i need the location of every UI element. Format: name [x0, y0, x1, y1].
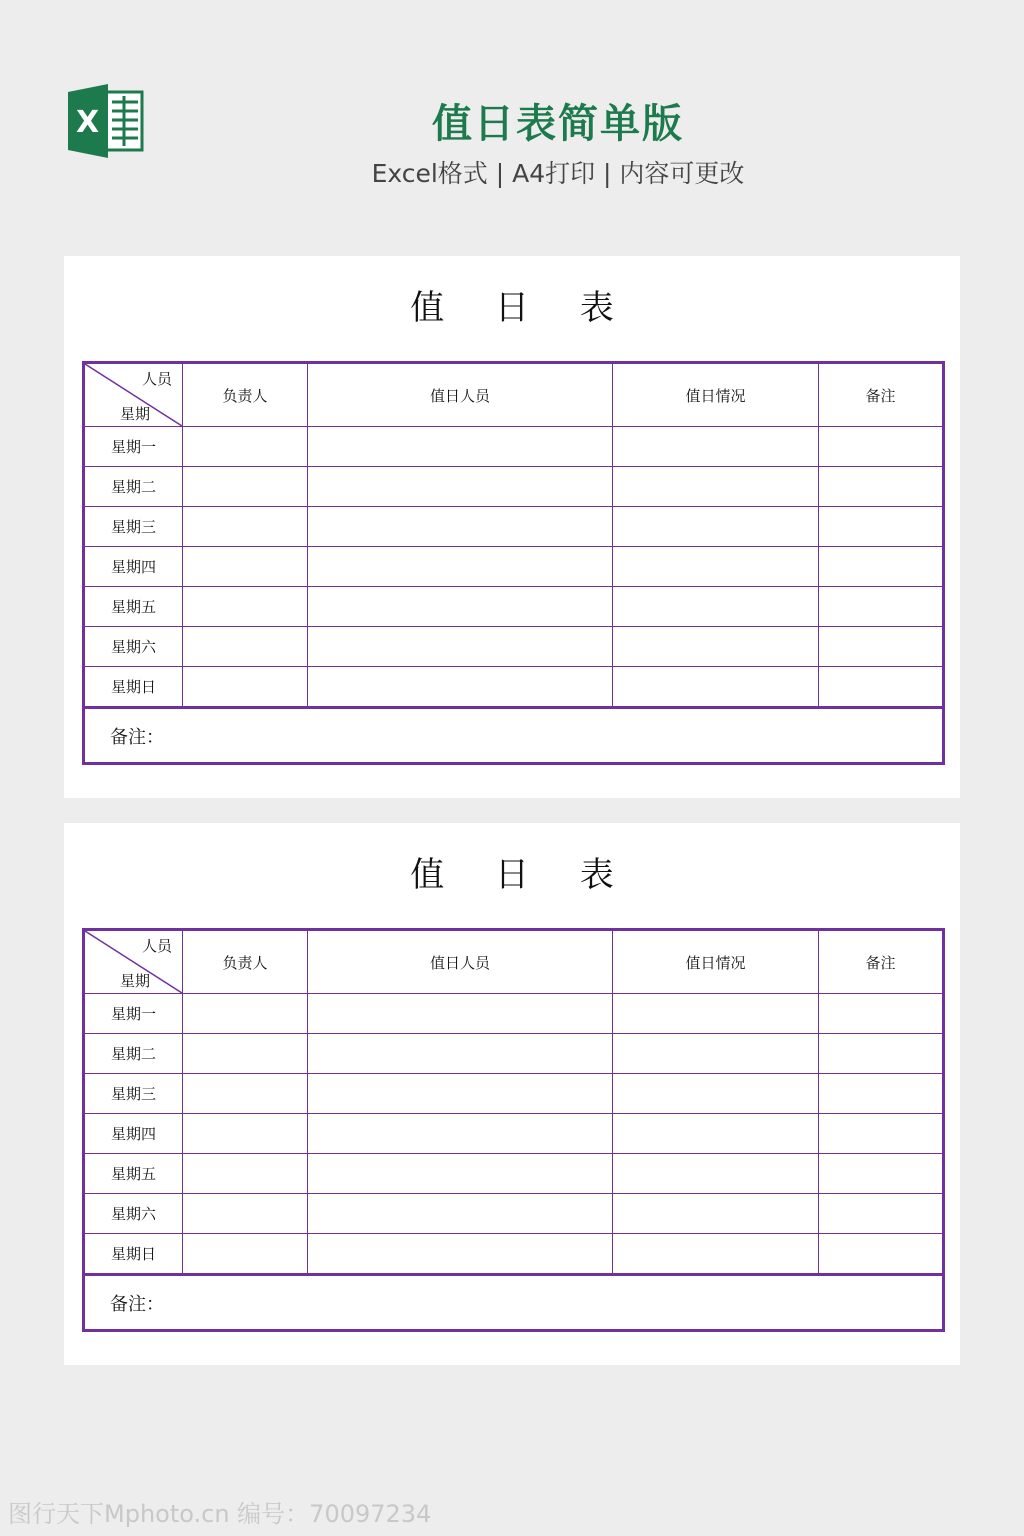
table-cell[interactable] — [308, 1114, 613, 1154]
table-row — [84, 627, 944, 667]
table-cell[interactable] — [308, 667, 613, 708]
table-row — [84, 994, 944, 1034]
table-row — [84, 547, 944, 587]
table-cell[interactable] — [613, 1074, 819, 1114]
table-cell[interactable] — [308, 1154, 613, 1194]
table-cell[interactable] — [819, 507, 944, 547]
column-header: 值日人员 — [308, 363, 613, 427]
table-cell[interactable] — [183, 1234, 308, 1275]
corner-label-personnel: 人员 — [141, 370, 172, 388]
table-cell[interactable] — [183, 667, 308, 708]
column-header: 备注 — [819, 930, 944, 994]
corner-label-personnel: 人员 — [141, 937, 172, 955]
duty-table — [82, 361, 945, 765]
corner-cell — [84, 363, 183, 427]
table-cell[interactable] — [308, 547, 613, 587]
table-cell[interactable] — [308, 1194, 613, 1234]
table-cell[interactable] — [819, 427, 944, 467]
excel-logo-icon — [66, 84, 144, 158]
table-row — [84, 427, 944, 467]
sheet-title: 值 日 表 — [410, 855, 634, 895]
page-title: 值日表简单版 — [432, 101, 684, 147]
table-cell[interactable] — [819, 1154, 944, 1194]
corner-cell — [84, 930, 183, 994]
table-cell[interactable] — [819, 627, 944, 667]
table-cell[interactable] — [819, 547, 944, 587]
row-label: 星期三 — [84, 1074, 183, 1114]
row-label: 星期四 — [84, 1114, 183, 1154]
table-cell[interactable] — [183, 507, 308, 547]
table-cell[interactable] — [308, 1074, 613, 1114]
table-cell[interactable] — [819, 994, 944, 1034]
column-header: 负责人 — [183, 363, 308, 427]
table-cell[interactable] — [183, 427, 308, 467]
watermark: 图行天下Mphoto.cn 编号：70097234 — [8, 1500, 432, 1528]
table-cell[interactable] — [183, 547, 308, 587]
table-cell[interactable] — [613, 667, 819, 708]
row-label: 星期二 — [84, 1034, 183, 1074]
table-cell[interactable] — [819, 667, 944, 708]
duty-sheet-1 — [64, 256, 960, 798]
table-cell[interactable] — [613, 994, 819, 1034]
table-cell[interactable] — [183, 1154, 308, 1194]
table-cell[interactable] — [613, 507, 819, 547]
table-cell[interactable] — [308, 427, 613, 467]
table-cell[interactable] — [183, 1034, 308, 1074]
table-header-row — [84, 930, 944, 994]
table-cell[interactable] — [819, 587, 944, 627]
column-header: 值日情况 — [613, 930, 819, 994]
row-label: 星期一 — [84, 994, 183, 1034]
table-row — [84, 1194, 944, 1234]
table-row — [84, 667, 944, 708]
table-cell[interactable] — [613, 1114, 819, 1154]
page-subtitle: Excel格式 | A4打印 | 内容可更改 — [371, 159, 745, 188]
table-row — [84, 1234, 944, 1275]
table-cell[interactable] — [183, 467, 308, 507]
table-cell[interactable] — [183, 994, 308, 1034]
remark-row — [84, 1275, 944, 1331]
row-label: 星期六 — [84, 1194, 183, 1234]
table-row — [84, 467, 944, 507]
row-label: 星期日 — [84, 667, 183, 708]
row-label: 星期二 — [84, 467, 183, 507]
table-row — [84, 507, 944, 547]
table-row — [84, 1074, 944, 1114]
table-cell[interactable] — [613, 587, 819, 627]
table-cell[interactable] — [308, 994, 613, 1034]
svg-text:X: X — [76, 105, 100, 140]
row-label: 星期一 — [84, 427, 183, 467]
table-row — [84, 1114, 944, 1154]
remark-cell[interactable]: 备注： — [84, 708, 944, 764]
table-cell[interactable] — [183, 1074, 308, 1114]
table-cell[interactable] — [613, 1034, 819, 1074]
table-header-row — [84, 363, 944, 427]
table-cell[interactable] — [613, 467, 819, 507]
table-cell[interactable] — [308, 507, 613, 547]
table-cell[interactable] — [308, 1034, 613, 1074]
duty-sheet-2 — [64, 823, 960, 1365]
row-label: 星期五 — [84, 1154, 183, 1194]
column-header: 值日情况 — [613, 363, 819, 427]
table-cell[interactable] — [308, 587, 613, 627]
table-cell[interactable] — [819, 1114, 944, 1154]
column-header: 值日人员 — [308, 930, 613, 994]
table-cell[interactable] — [819, 1194, 944, 1234]
table-cell[interactable] — [613, 427, 819, 467]
table-cell[interactable] — [183, 587, 308, 627]
table-cell[interactable] — [819, 1034, 944, 1074]
table-cell[interactable] — [308, 467, 613, 507]
row-label: 星期六 — [84, 627, 183, 667]
table-cell[interactable] — [819, 467, 944, 507]
table-cell[interactable] — [613, 1234, 819, 1275]
remark-cell[interactable]: 备注： — [84, 1275, 944, 1331]
row-label: 星期五 — [84, 587, 183, 627]
table-cell[interactable] — [613, 1194, 819, 1234]
table-cell[interactable] — [613, 1154, 819, 1194]
table-row — [84, 587, 944, 627]
table-cell[interactable] — [183, 627, 308, 667]
table-cell[interactable] — [819, 1074, 944, 1114]
table-cell[interactable] — [308, 1234, 613, 1275]
row-label: 星期三 — [84, 507, 183, 547]
table-row — [84, 1034, 944, 1074]
table-cell[interactable] — [613, 547, 819, 587]
table-cell[interactable] — [613, 627, 819, 667]
table-cell[interactable] — [183, 1194, 308, 1234]
table-cell[interactable] — [308, 627, 613, 667]
sheet-title: 值 日 表 — [410, 288, 634, 328]
row-label: 星期日 — [84, 1234, 183, 1275]
table-cell[interactable] — [819, 1234, 944, 1275]
remark-row — [84, 708, 944, 764]
column-header: 负责人 — [183, 930, 308, 994]
duty-table — [82, 928, 945, 1332]
table-row — [84, 1154, 944, 1194]
corner-label-weekday: 星期 — [120, 405, 151, 423]
row-label: 星期四 — [84, 547, 183, 587]
column-header: 备注 — [819, 363, 944, 427]
table-cell[interactable] — [183, 1114, 308, 1154]
corner-label-weekday: 星期 — [120, 972, 151, 990]
